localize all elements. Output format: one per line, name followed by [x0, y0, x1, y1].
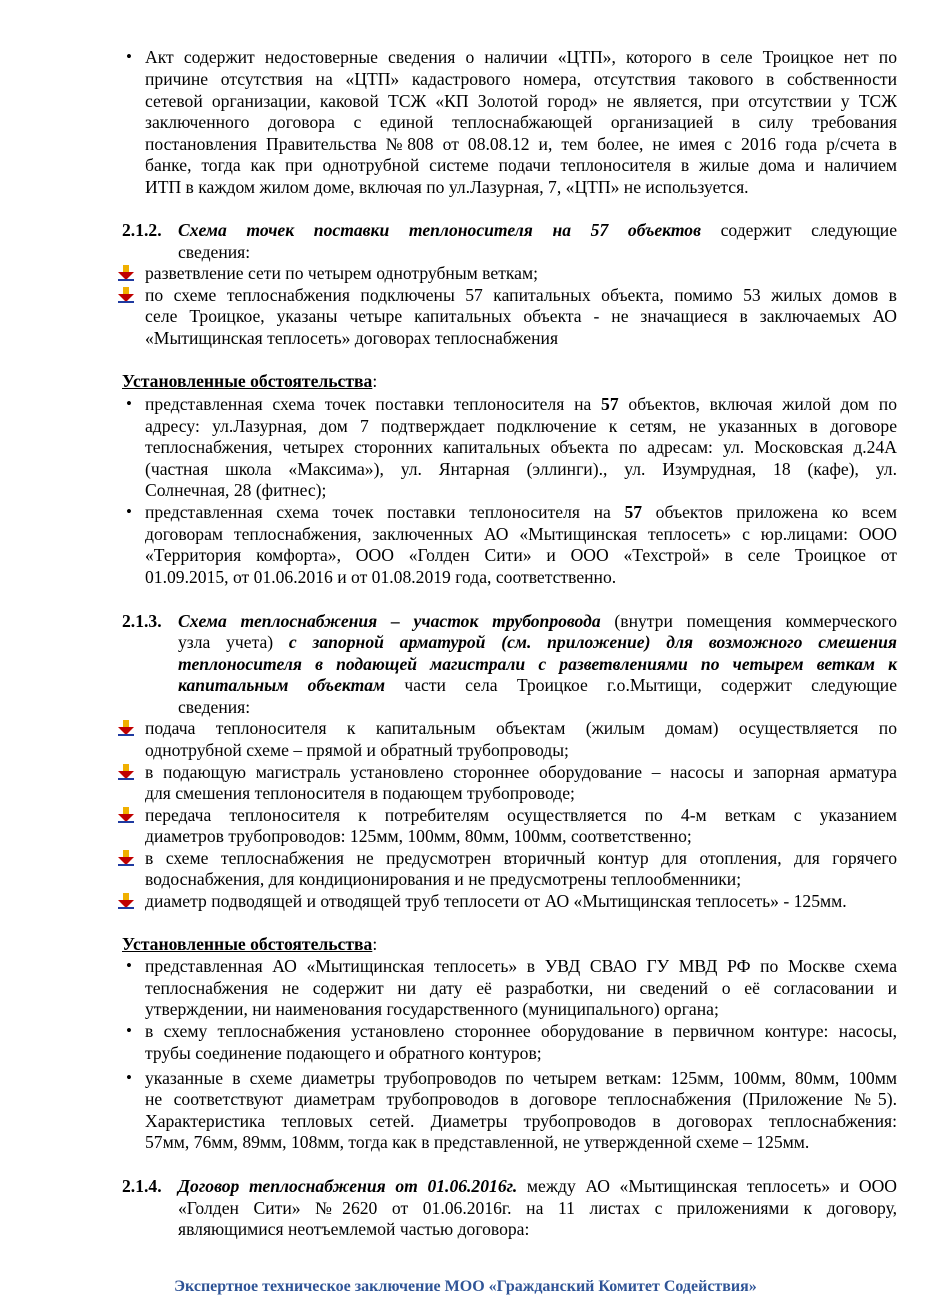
- section-heading: [178, 219, 897, 241]
- arrow-down-icon: [117, 763, 135, 781]
- arrow-down-icon: [117, 806, 135, 824]
- list-item: по схеме теплоснабжения подключены 57 капитальных объекта, помимо 53 жилых домов в: [145, 285, 897, 305]
- list-item: передача теплоносителя к потребителям осуществляется по 4-м веткам с указанием: [145, 805, 897, 825]
- text-line: для смешения теплоносителя в подающем трубопроводе;: [145, 783, 575, 803]
- text-line: Солнечная, 28 (фитнес);: [145, 480, 327, 500]
- arrow-down-icon: [117, 286, 135, 304]
- text-line: являющимися неотъемлемой частью договора:: [178, 1219, 530, 1239]
- list-item: в схеме теплоснабжения не предусмотрен вторичный контур для отопления, для горячего: [145, 848, 897, 868]
- text-line: адресу: ул.Лазурная, дом 7 подтверждает подключение к сетям, не указанных в договоре: [145, 416, 897, 436]
- text-line: «Мытищинская теплосеть» договорах теплоснабжения: [145, 328, 559, 348]
- arrow-down-icon: [117, 892, 135, 910]
- text-line: постановления Правительства №808 от 08.08.12 и, тем более, не имея с 2016 года р/счета в: [145, 134, 897, 154]
- text-line: в схему теплоснабжения установлено стороннее оборудование в первичном контуре: насосы,: [145, 1021, 897, 1041]
- text-line: теплоснабжения не содержит ни дату её разработки, ни сведений о её согласовании и: [145, 978, 897, 998]
- text-line: «Голден Сити» №2620 от 01.06.2016г. на 11 листах с приложениями к договору,: [178, 1198, 897, 1218]
- text-line: указанные в схеме диаметры трубопроводов по четырем веткам: 125мм, 100мм, 80мм, 100мм: [145, 1068, 897, 1088]
- text-line: заключенного договора с единой теплоснабжающей организацией в силу требования: [145, 112, 897, 132]
- text-line: причине отсутствия на «ЦТП» кадастрового номера, отсутствия такового в собственности: [145, 69, 897, 89]
- section-number: 2.1.2.: [122, 220, 162, 240]
- text-line: водоснабжения, для кондиционирования и не предусмотрены теплообменники;: [145, 869, 742, 889]
- list-item: в подающую магистраль установлено стороннее оборудование – насосы и запорная арматура: [145, 762, 897, 782]
- text-line: не соответствуют диаметрам трубопроводов в договоре теплоснабжения (Приложение №5).: [145, 1089, 897, 1109]
- text-line: теплоносителя в подающей магистрали с разветвлениями по четырем веткам к: [178, 654, 897, 674]
- text-line: узла учета) с запорной арматурой (см. приложение) для возможного смешения: [178, 632, 897, 652]
- list-item: разветвление сети по четырем однотрубным веткам;: [145, 263, 538, 283]
- section-heading: Договор теплоснабжения от 01.06.2016г. между АО «Мытищинская теплосеть» и ООО: [178, 1176, 897, 1196]
- bullet-icon: •: [126, 502, 132, 521]
- text-line: трубы соединение подающего и обратного контуров;: [145, 1043, 542, 1063]
- list-item: подача теплоносителя к капитальным объектам (жилым домам) осуществляется по: [145, 718, 897, 738]
- text-line: Характеристика тепловых сетей. Диаметры трубопроводов в договорах теплоснабжения:: [145, 1111, 897, 1131]
- arrow-down-icon: [117, 849, 135, 867]
- section-number: 2.1.4.: [122, 1176, 162, 1196]
- arrow-down-icon: [117, 264, 135, 282]
- bullet-icon: •: [126, 47, 132, 66]
- circumstances-heading: Установленные обстоятельства:: [122, 371, 378, 391]
- section-heading: Схема теплоснабжения – участок трубопровода (внутри помещения коммерческого: [178, 611, 897, 631]
- text-line: диаметров трубопроводов: 125мм, 100мм, 80мм, 100мм, соответственно;: [145, 826, 692, 846]
- text-line: капитальным объектам части села Троицкое г.о.Мытищи, содержит следующие: [178, 675, 898, 695]
- text-line: (частная школа «Максима»), ул. Янтарная (эллинги)., ул. Изумрудная, 18 (кафе), ул.: [145, 459, 897, 479]
- text-line: сведения:: [178, 242, 251, 262]
- circumstances-heading: Установленные обстоятельства:: [122, 934, 378, 954]
- text-line: сетевой организации, каковой ТСЖ «КП Золотой город» не является, при отсутствии у ТСЖ: [145, 91, 897, 111]
- text-line: теплоснабжения, четырех сторонних капитальных объекта по адресам: ул. Московская д.24А: [145, 437, 897, 457]
- text-line: представленная АО «Мытищинская теплосеть» в УВД СВАО ГУ МВД РФ по Москве схема: [145, 956, 897, 976]
- text-line: утверждении, ни наименования государственного (муниципального) органа;: [145, 999, 719, 1019]
- bullet-icon: •: [126, 1021, 132, 1040]
- text-line: сведения:: [178, 697, 251, 717]
- bullet-icon: •: [126, 394, 132, 413]
- page-footer: Экспертное техническое заключение МОО «Гражданский Комитет Содействия»: [174, 1278, 757, 1295]
- text-line: Акт содержит недостоверные сведения о наличии «ЦТП», которого в селе Троицкое нет по: [145, 47, 897, 67]
- text-line: 01.09.2015, от 01.06.2016 и от 01.08.2019 года, соответственно.: [145, 567, 617, 587]
- section-title: Схема точек поставки теплоносителя на 57 объектов: [178, 220, 701, 240]
- text-line: однотрубной схеме – прямой и обратный трубопроводы;: [145, 740, 569, 760]
- text-line: селе Троицкое, указаны четыре капитальных объекта - не значащиеся в заключаемых АО: [145, 306, 897, 326]
- text-line: ИТП в каждом жилом доме, включая по ул.Лазурная, 7, «ЦТП» не используется.: [145, 177, 749, 197]
- list-item: диаметр подводящей и отводящей труб теплосети от АО «Мытищинская теплосеть» - 125мм.: [145, 891, 847, 911]
- text-line: представленная схема точек поставки теплоносителя на 57 объектов, включая жилой дом по: [145, 394, 897, 414]
- bullet-icon: •: [126, 1068, 132, 1087]
- text-line: «Территория комфорта», ООО «Голден Сити» и ООО «Техстрой» в селе Троицкое от: [145, 545, 897, 565]
- text-line: 57мм, 76мм, 89мм, 108мм, тогда как в представленной, не утвержденной схеме – 125мм.: [145, 1132, 810, 1152]
- arrow-down-icon: [117, 719, 135, 737]
- section-number: 2.1.3.: [122, 611, 162, 631]
- text-line: банке, тогда как при однотрубной системе подачи теплоносителя в жилые дома и наличием: [145, 155, 897, 175]
- bullet-icon: •: [126, 956, 132, 975]
- text-line: договорам теплоснабжения, заключенных АО «Мытищинская теплосеть» с юр.лицами: ООО: [145, 524, 897, 544]
- text-line: представленная схема точек поставки теплоносителя на 57 объектов приложена ко всем: [145, 502, 897, 522]
- section-heading-rest: содержит следующие: [720, 220, 898, 240]
